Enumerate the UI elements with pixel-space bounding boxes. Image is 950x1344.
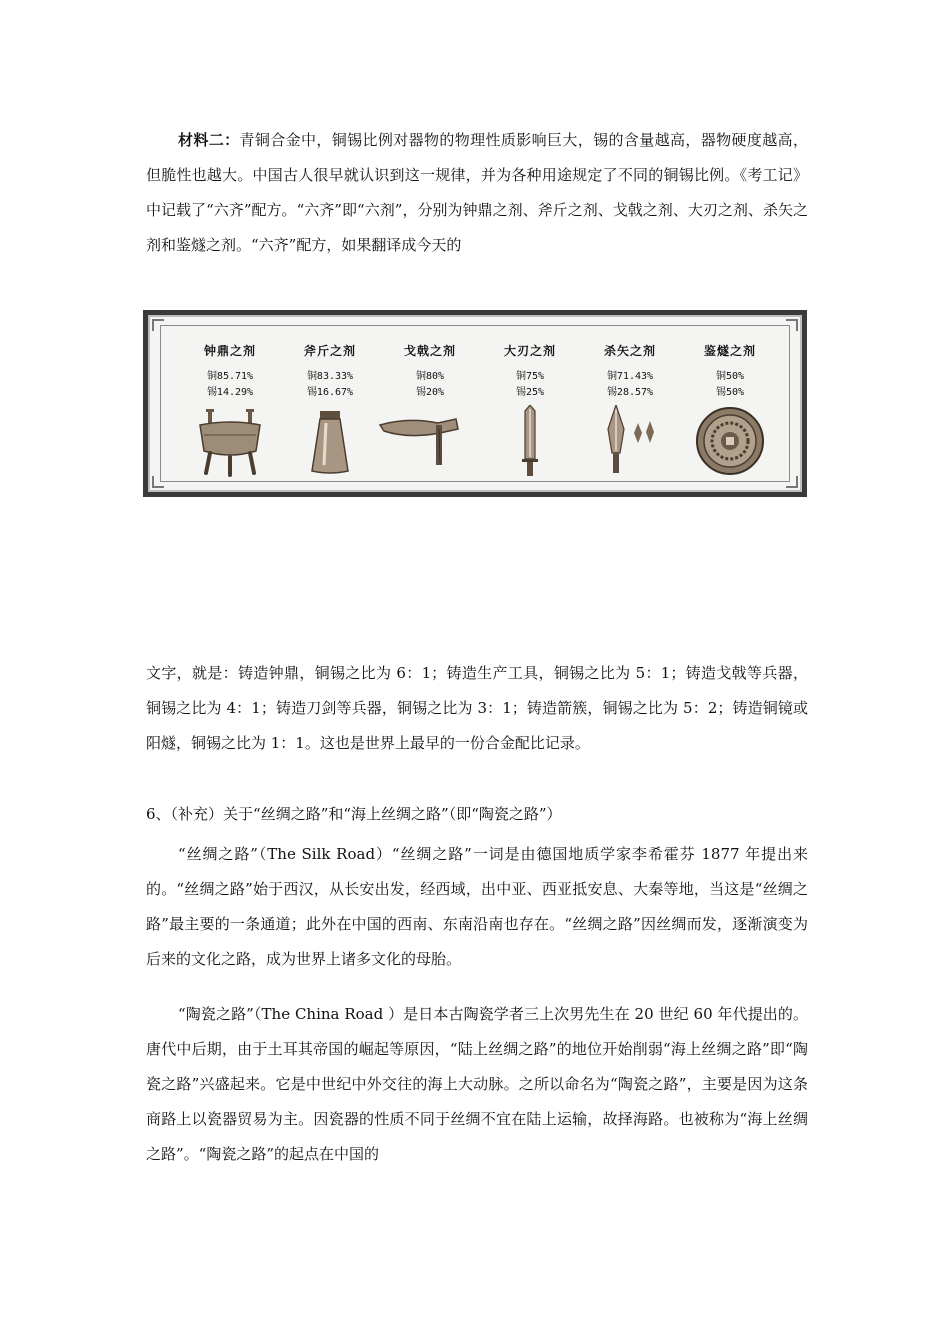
alloy-column-ding <box>180 317 280 490</box>
tin-ratio: 锡16.67% <box>306 387 354 398</box>
figure-panel <box>148 315 802 492</box>
copper-ratio: 铜80% <box>415 371 445 382</box>
copper-ratio: 铜71.43% <box>606 371 654 382</box>
alloy-title: 钟鼎之剂 <box>203 344 256 358</box>
bronze-mirror-icon <box>690 405 770 477</box>
copper-ratio: 铜50% <box>715 371 745 382</box>
alloy-title: 斧斤之剂 <box>303 344 356 358</box>
tin-ratio: 锡50% <box>715 387 745 398</box>
alloy-column-mirror <box>680 317 780 490</box>
six-alloys-figure <box>143 310 807 497</box>
copper-ratio: 铜85.71% <box>206 371 254 382</box>
corner-ornament <box>786 476 798 488</box>
ding-cauldron-icon <box>190 405 270 477</box>
corner-ornament <box>786 319 798 331</box>
silk-road-paragraph: “丝绸之路”（The Silk Road）“丝绸之路”一词是由德国地质学家李希霍芬 1877 年提出来的。“丝绸之路”始于西汉，从长安出发，经西域，出中亚、西亚抵安息、大秦等地，当这是“丝绸之路”最主要的一条通道；此外在中国的西南、东南沿南也存在。“丝绸之路”因丝绸而发，逐渐演变为后来的文化之路，成为世界上诸多文化的母胎。 <box>146 845 808 968</box>
section6-heading: 6、（补充）关于“丝绸之路”和“海上丝绸之路”（即“陶瓷之路”） <box>146 805 562 823</box>
alloy-title: 大刃之剂 <box>503 344 556 358</box>
material2-text: 青铜合金中，铜锡比例对器物的物理性质影响巨大，锡的含量越高，器物硬度越高，但脆性也越大。中国古人很早就认识到这一规律，并为各种用途规定了不同的铜锡比例。《考工记》中记载了“六齐”配方。“六齐”即“六剂”，分别为钟鼎之剂、斧斤之剂、戈戟之剂、大刃之剂、杀矢之剂和鉴燧之剂。“六齐”配方，如果翻译成今天的 <box>146 131 808 254</box>
continuation-paragraph: 文字，就是：铸造钟鼎，铜锡之比为 6：1；铸造生产工具，铜锡之比为 5：1；铸造戈戟等兵器，铜锡之比为 4：1；铸造刀剑等兵器，铜锡之比为 3：1；铸造箭簇，铜锡之比为 5：2；铸造铜镜或阳燧，铜锡之比为 1：1。这也是世界上最早的一份合金配比记录。 <box>146 664 808 752</box>
sword-icon <box>490 405 570 477</box>
tin-ratio: 锡14.29% <box>206 387 254 398</box>
dagger-axe-icon <box>378 405 478 477</box>
alloy-title: 鉴燧之剂 <box>703 344 756 358</box>
copper-ratio: 铜83.33% <box>306 371 354 382</box>
corner-ornament <box>152 319 164 331</box>
alloy-column-axe <box>280 317 380 490</box>
material2-paragraph <box>146 123 808 263</box>
axe-head-icon <box>290 405 370 477</box>
alloy-column-sword <box>480 317 580 490</box>
china-road-paragraph: “陶瓷之路”（The China Road ）是日本古陶瓷学者三上次男先生在 20 世纪 60 年代提出的。唐代中后期，由于土耳其帝国的崛起等原因，“陆上丝绸之路”的地位开始削弱“海上丝绸之路”即“陶瓷之路”兴盛起来。它是中世纪中外交往的海上大动脉。之所以命名为“陶瓷之路”，主要是因为这条商路上以瓷器贸易为主。因瓷器的性质不同于丝绸不宜在陆上运输，故择海路。也被称为“海上丝绸之路”。“陶瓷之路”的起点在中国的 <box>146 1005 808 1163</box>
tin-ratio: 锡20% <box>415 387 445 398</box>
copper-ratio: 铜75% <box>515 371 545 382</box>
tin-ratio: 锡25% <box>515 387 545 398</box>
alloy-title: 杀矢之剂 <box>603 344 656 358</box>
arrowheads-icon <box>590 405 670 477</box>
alloy-column-dagger-axe <box>380 317 480 490</box>
material2-label: 材料二： <box>178 131 240 149</box>
tin-ratio: 锡28.57% <box>606 387 654 398</box>
alloy-column-arrowhead <box>580 317 680 490</box>
alloy-title: 戈戟之剂 <box>403 344 456 358</box>
corner-ornament <box>152 476 164 488</box>
